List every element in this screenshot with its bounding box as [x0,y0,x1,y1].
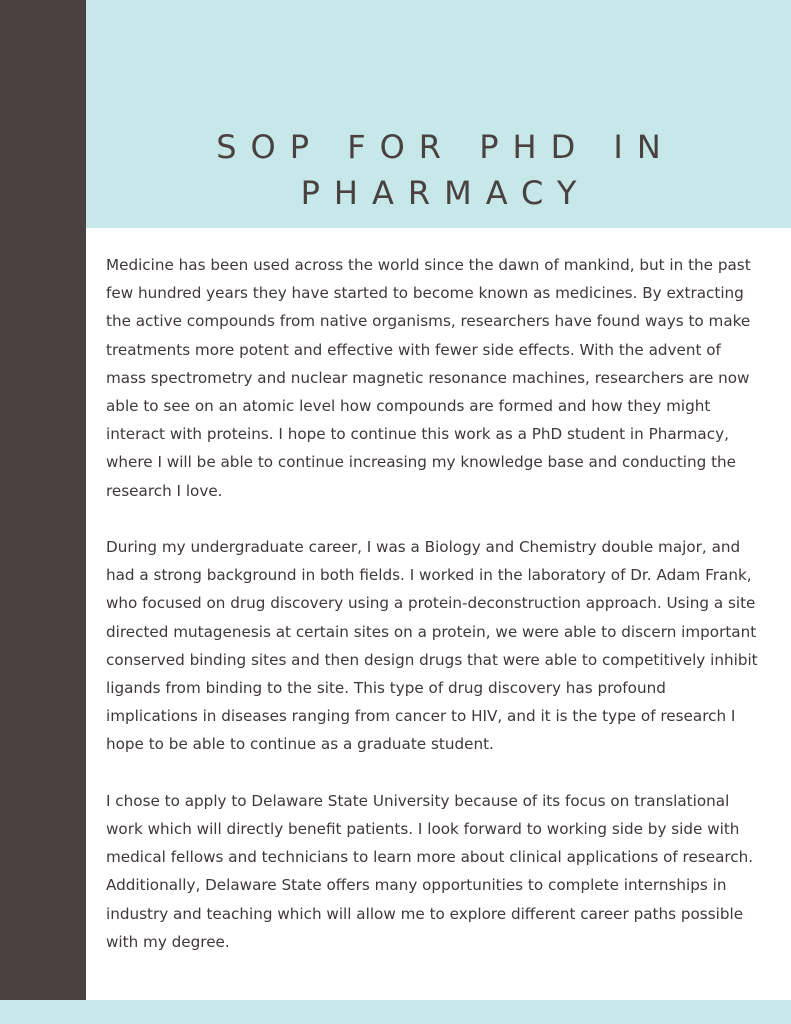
title-line-1: SOP FOR PHD IN [216,128,675,166]
paragraph-3: I chose to apply to Delaware State University because of its focus on translational work which will directly benefit patients. I look forward to working side by side with medical fellows and technicians to learn more about clinical applications of research. Additionally, Delaware State offers many opportunities to complete internships in industry and teaching which will allow me to explore different career paths possible with my degree. [106,791,754,951]
title-line-2: PHARMACY [300,174,591,212]
page-title [86,124,791,216]
document-body [106,251,762,984]
paragraph-1: Medicine has been used across the world since the dawn of mankind, but in the past few hundred years they have started to become known as medicines. By extracting the active compounds from native organisms, researchers have found ways to make treatments more potent and effective with fewer side effects. With the advent of mass spectrometry and nuclear magnetic resonance machines, researchers are now able to see on an atomic level how compounds are formed and how they might interact with proteins. I hope to continue this work as a PhD student in Pharmacy, where I will be able to continue increasing my knowledge base and conducting the research I love. [106,256,751,500]
paragraph-2: During my undergraduate career, I was a Biology and Chemistry double major, and had a strong background in both fields. I worked in the laboratory of Dr. Adam Frank, who focused on drug discovery using a protein-deconstruction approach. Using a site directed mutagenesis at certain sites on a protein, we were able to discern important conserved binding sites and then design drugs that were able to competitively inhibit ligands from binding to the site. This type of drug discovery has profound implications in diseases ranging from cancer to HIV, and it is the type of research I hope to be able to continue as a graduate student. [106,538,758,754]
left-sidebar-bar [0,0,86,1000]
bottom-band [0,1000,791,1024]
